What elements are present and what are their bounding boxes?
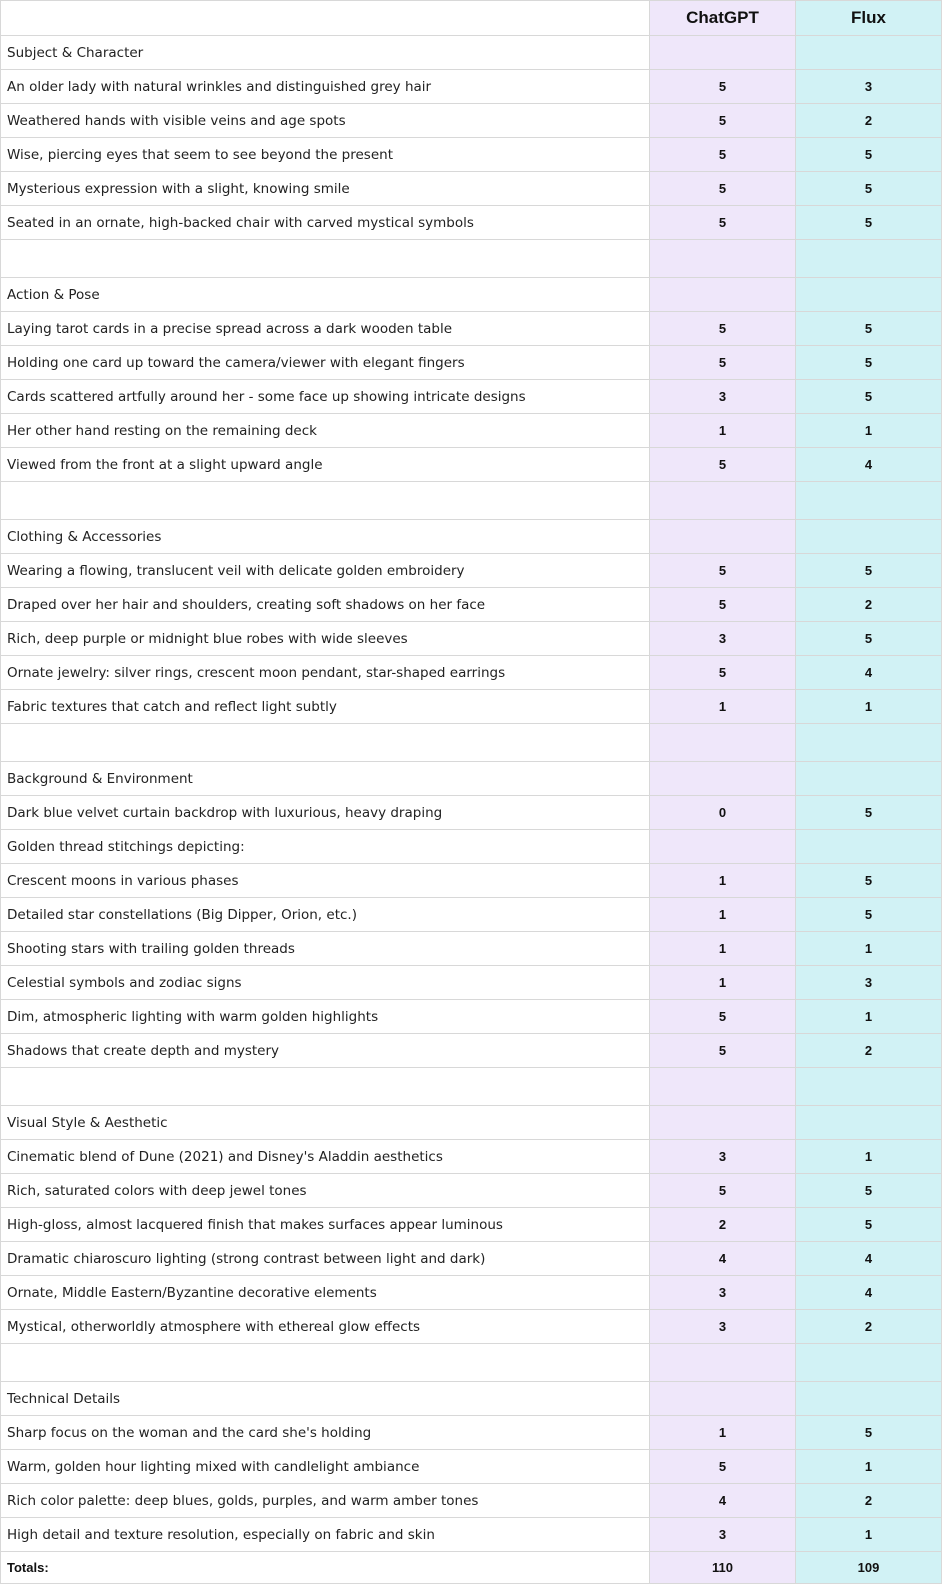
flux-score [796,1106,942,1139]
table-row [1,1000,942,1034]
chatgpt-score: 3 [650,1310,796,1343]
chatgpt-score: 0 [650,796,796,829]
chatgpt-score [650,278,796,311]
criterion-label: Draped over her hair and shoulders, creating soft shadows on her face [1,588,650,621]
flux-score: 5 [796,206,942,239]
section-heading: Golden thread stitchings depicting: [1,830,650,863]
criterion-label: Laying tarot cards in a precise spread across a dark wooden table [1,312,650,345]
chatgpt-score: 5 [650,1034,796,1067]
chatgpt-total: 110 [650,1552,796,1583]
table-row [1,656,942,690]
chatgpt-score: 5 [650,206,796,239]
criterion-label [1,1068,650,1105]
section-heading: Clothing & Accessories [1,520,650,553]
flux-score: 5 [796,1174,942,1207]
flux-score: 5 [796,346,942,379]
flux-score: 1 [796,690,942,723]
criterion-label: Rich color palette: deep blues, golds, purples, and warm amber tones [1,1484,650,1517]
table-row [1,346,942,380]
criterion-label: Wearing a flowing, translucent veil with delicate golden embroidery [1,554,650,587]
chatgpt-score: 1 [650,864,796,897]
table-row [1,1140,942,1174]
chatgpt-score: 5 [650,172,796,205]
criterion-label: Ornate jewelry: silver rings, crescent moon pendant, star-shaped earrings [1,656,650,689]
table-row [1,554,942,588]
chatgpt-score [650,36,796,69]
table-row [1,1450,942,1484]
chatgpt-score: 5 [650,1450,796,1483]
flux-score: 5 [796,380,942,413]
chatgpt-score: 4 [650,1242,796,1275]
criterion-label: Seated in an ornate, high-backed chair with carved mystical symbols [1,206,650,239]
table-row [1,1416,942,1450]
criterion-label: Dark blue velvet curtain backdrop with luxurious, heavy draping [1,796,650,829]
chatgpt-score: 3 [650,1276,796,1309]
chatgpt-score: 5 [650,312,796,345]
table-row [1,172,942,206]
table-row [1,1276,942,1310]
flux-score: 5 [796,312,942,345]
chatgpt-score: 5 [650,588,796,621]
section-heading: Subject & Character [1,36,650,69]
section-row [1,520,942,554]
section-row [1,830,942,864]
table-row [1,414,942,448]
table-row [1,1484,942,1518]
chatgpt-score: 1 [650,414,796,447]
section-row [1,1382,942,1416]
criterion-label: Ornate, Middle Eastern/Byzantine decorative elements [1,1276,650,1309]
flux-score: 1 [796,932,942,965]
chatgpt-score: 1 [650,966,796,999]
flux-score: 4 [796,1276,942,1309]
table-row [1,1310,942,1344]
criterion-label: Holding one card up toward the camera/viewer with elegant fingers [1,346,650,379]
flux-score: 5 [796,898,942,931]
flux-score: 5 [796,554,942,587]
table-row [1,622,942,656]
flux-score: 5 [796,1416,942,1449]
flux-score: 2 [796,1310,942,1343]
chatgpt-score: 2 [650,1208,796,1241]
table-row [1,104,942,138]
spacer-row [1,1344,942,1382]
criterion-label: Shadows that create depth and mystery [1,1034,650,1067]
chatgpt-score: 5 [650,346,796,379]
chatgpt-score [650,1106,796,1139]
chatgpt-score: 5 [650,138,796,171]
criterion-label: Mystical, otherworldly atmosphere with ethereal glow effects [1,1310,650,1343]
flux-score: 1 [796,1140,942,1173]
chatgpt-score: 1 [650,932,796,965]
criterion-label: Cards scattered artfully around her - some face up showing intricate designs [1,380,650,413]
section-heading: Action & Pose [1,278,650,311]
flux-score [796,278,942,311]
table-body [1,36,942,1552]
section-row [1,762,942,796]
chatgpt-score: 3 [650,1140,796,1173]
criterion-label: Crescent moons in various phases [1,864,650,897]
criterion-label: Viewed from the front at a slight upward angle [1,448,650,481]
table-row [1,966,942,1000]
chatgpt-score: 3 [650,380,796,413]
flux-score: 5 [796,1208,942,1241]
criterion-label: Mysterious expression with a slight, knowing smile [1,172,650,205]
chatgpt-score: 5 [650,448,796,481]
flux-score: 1 [796,1450,942,1483]
flux-score [796,1068,942,1105]
table-row [1,690,942,724]
table-row [1,448,942,482]
chatgpt-column-header: ChatGPT [650,1,796,35]
flux-score: 4 [796,656,942,689]
table-row [1,70,942,104]
section-heading: Technical Details [1,1382,650,1415]
spacer-row [1,240,942,278]
totals-label: Totals: [1,1552,650,1583]
table-row [1,1242,942,1276]
flux-score: 3 [796,70,942,103]
flux-score: 3 [796,966,942,999]
criterion-label [1,724,650,761]
criterion-label: Rich, saturated colors with deep jewel tones [1,1174,650,1207]
flux-score [796,762,942,795]
criterion-label: Dim, atmospheric lighting with warm golden highlights [1,1000,650,1033]
flux-score: 1 [796,1000,942,1033]
criterion-label: High-gloss, almost lacquered finish that makes surfaces appear luminous [1,1208,650,1241]
chatgpt-score: 3 [650,1518,796,1551]
section-row [1,36,942,70]
flux-score [796,240,942,277]
chatgpt-score [650,1382,796,1415]
criterion-label: Rich, deep purple or midnight blue robes with wide sleeves [1,622,650,655]
chatgpt-score [650,762,796,795]
criterion-label: High detail and texture resolution, especially on fabric and skin [1,1518,650,1551]
chatgpt-score: 5 [650,554,796,587]
totals-row [1,1552,942,1584]
criterion-label: Detailed star constellations (Big Dipper, Orion, etc.) [1,898,650,931]
table-row [1,1174,942,1208]
section-row [1,1106,942,1140]
flux-score [796,724,942,761]
criterion-label: Cinematic blend of Dune (2021) and Disney's Aladdin aesthetics [1,1140,650,1173]
flux-score: 4 [796,448,942,481]
flux-score: 5 [796,138,942,171]
flux-score: 5 [796,622,942,655]
chatgpt-score: 1 [650,898,796,931]
criterion-label [1,482,650,519]
criterion-label: Dramatic chiaroscuro lighting (strong contrast between light and dark) [1,1242,650,1275]
flux-score [796,482,942,519]
criterion-label: Warm, golden hour lighting mixed with candlelight ambiance [1,1450,650,1483]
flux-score: 1 [796,414,942,447]
table-row [1,588,942,622]
chatgpt-score: 5 [650,656,796,689]
table-row [1,932,942,966]
section-heading: Visual Style & Aesthetic [1,1106,650,1139]
chatgpt-score [650,240,796,277]
table-row [1,138,942,172]
header-row [1,1,942,36]
flux-score: 2 [796,104,942,137]
header-blank-cell [1,1,650,35]
criterion-label: Celestial symbols and zodiac signs [1,966,650,999]
table-row [1,312,942,346]
flux-column-header: Flux [796,1,942,35]
criterion-label: Fabric textures that catch and reflect light subtly [1,690,650,723]
criterion-label [1,1344,650,1381]
spacer-row [1,482,942,520]
table-row [1,898,942,932]
criterion-label: Her other hand resting on the remaining deck [1,414,650,447]
chatgpt-score: 3 [650,622,796,655]
criterion-label [1,240,650,277]
chatgpt-score: 5 [650,70,796,103]
table-row [1,206,942,240]
flux-score: 2 [796,1034,942,1067]
spacer-row [1,724,942,762]
flux-score: 2 [796,588,942,621]
chatgpt-score [650,724,796,761]
criterion-label: Shooting stars with trailing golden threads [1,932,650,965]
chatgpt-score [650,830,796,863]
flux-score: 5 [796,796,942,829]
chatgpt-score: 5 [650,1174,796,1207]
flux-score: 4 [796,1242,942,1275]
flux-total: 109 [796,1552,942,1583]
flux-score [796,520,942,553]
chatgpt-score: 1 [650,1416,796,1449]
spacer-row [1,1068,942,1106]
table-row [1,1208,942,1242]
table-row [1,1034,942,1068]
flux-score [796,1382,942,1415]
flux-score: 2 [796,1484,942,1517]
chatgpt-score [650,520,796,553]
section-row [1,278,942,312]
flux-score [796,36,942,69]
criterion-label: An older lady with natural wrinkles and distinguished grey hair [1,70,650,103]
chatgpt-score: 5 [650,104,796,137]
criterion-label: Sharp focus on the woman and the card she's holding [1,1416,650,1449]
flux-score [796,830,942,863]
criterion-label: Weathered hands with visible veins and age spots [1,104,650,137]
chatgpt-score [650,1344,796,1381]
chatgpt-score: 5 [650,1000,796,1033]
criterion-label: Wise, piercing eyes that seem to see beyond the present [1,138,650,171]
flux-score [796,1344,942,1381]
table-row [1,796,942,830]
chatgpt-score [650,1068,796,1105]
table-row [1,380,942,414]
chatgpt-score [650,482,796,519]
flux-score: 5 [796,864,942,897]
table-row [1,1518,942,1552]
chatgpt-score: 4 [650,1484,796,1517]
flux-score: 1 [796,1518,942,1551]
flux-score: 5 [796,172,942,205]
table-row [1,864,942,898]
chatgpt-score: 1 [650,690,796,723]
section-heading: Background & Environment [1,762,650,795]
